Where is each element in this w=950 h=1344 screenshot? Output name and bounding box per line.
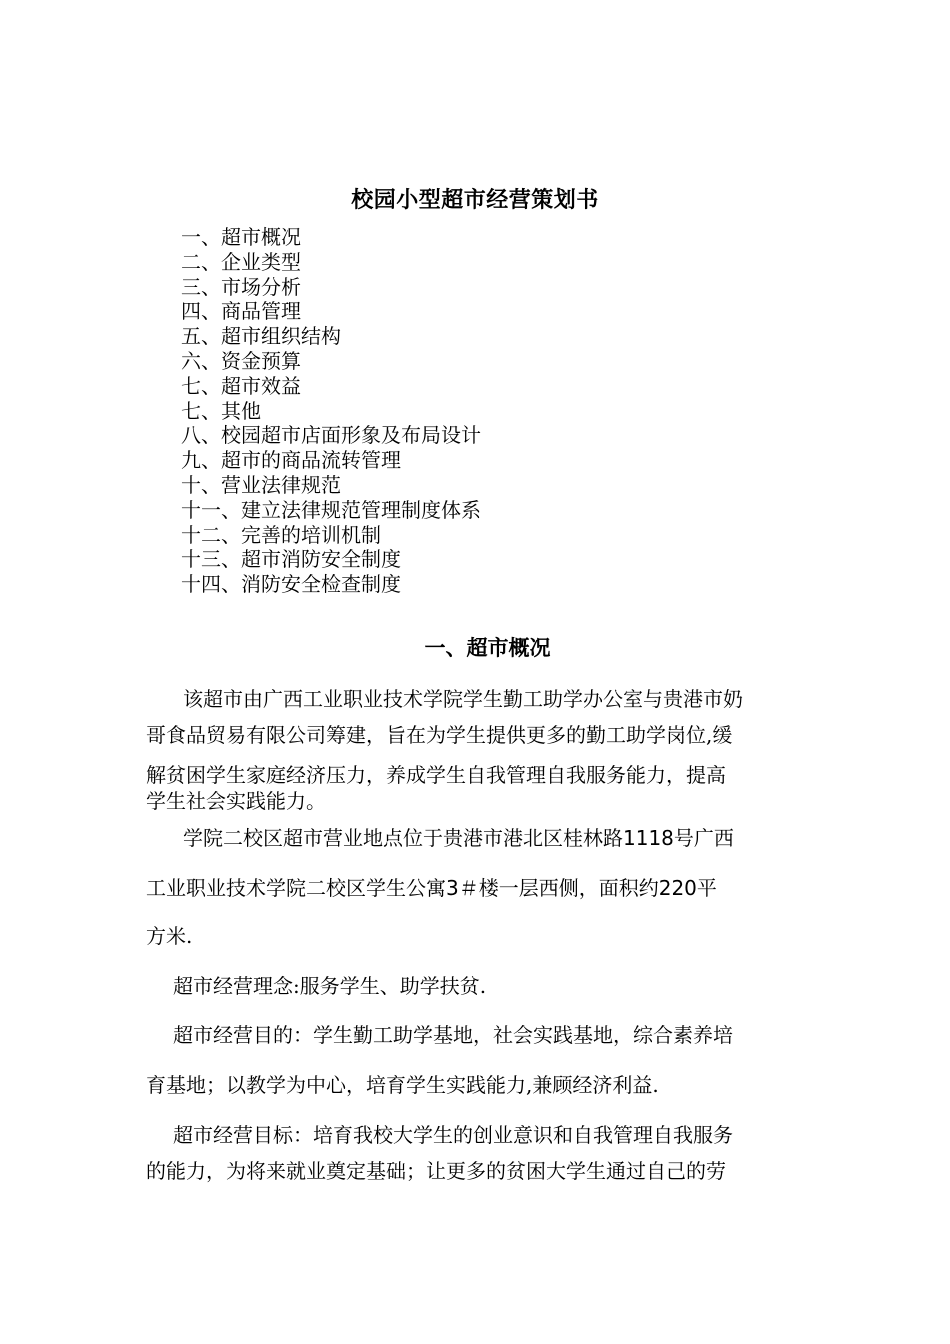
- toc-item: 七、超市效益: [181, 373, 301, 398]
- paragraph-line: [146, 872, 717, 901]
- text-run: 学院二校区超市营业地点位于贵港市港北区桂林路: [183, 826, 623, 850]
- toc-item: 十二、完善的培训机制: [181, 522, 381, 547]
- toc-item: 九、超市的商品流转管理: [181, 448, 401, 473]
- toc-item: 十、营业法律规范: [181, 472, 341, 497]
- text-number: 3: [446, 876, 459, 900]
- toc-item: 六、资金预算: [181, 348, 301, 373]
- toc-item: 十四、消防安全检查制度: [181, 572, 401, 597]
- document-title: 校园小型超市经营策划书: [351, 188, 599, 213]
- toc-item: 八、校园超市店面形象及布局设计: [181, 423, 481, 448]
- paragraph-line: 超市经营目标：培育我校大学生的创业意识和自我管理自我服务: [173, 1123, 733, 1147]
- paragraph-line: 的能力，为将来就业奠定基础；让更多的贫困大学生通过自己的劳: [146, 1159, 726, 1183]
- toc-item: 一、超市概况: [181, 225, 301, 249]
- text-run: 工业职业技术学院二校区学生公寓: [146, 876, 446, 900]
- text-number: 220: [658, 876, 697, 900]
- paragraph-line: 哥食品贸易有限公司筹建，旨在为学生提供更多的勤工助学岗位,缓: [146, 723, 733, 747]
- toc-item: 十三、超市消防安全制度: [181, 547, 401, 572]
- toc-item: 二、企业类型: [181, 249, 301, 274]
- text-run: 号广西: [673, 826, 734, 850]
- paragraph-line: 该超市由广西工业职业技术学院学生勤工助学办公室与贵港市奶: [183, 687, 743, 711]
- paragraph-line: 方米.: [146, 924, 193, 948]
- paragraph-line: 学生社会实践能力。: [146, 789, 326, 813]
- paragraph-line: 解贫困学生家庭经济压力，养成学生自我管理自我服务能力，提高: [146, 763, 726, 787]
- toc-item: 四、商品管理: [181, 299, 301, 324]
- paragraph-line: 超市经营理念:服务学生、助学扶贫.: [173, 974, 487, 998]
- text-number: 1118: [623, 826, 674, 850]
- text-run: 平: [696, 876, 717, 900]
- paragraph-line: 超市经营目的：学生勤工助学基地，社会实践基地，综合素养培: [173, 1023, 733, 1047]
- toc-item: 七、其他: [181, 398, 261, 423]
- toc-item: 五、超市组织结构: [181, 324, 341, 349]
- text-run: ＃楼一层西侧，面积约: [458, 876, 659, 900]
- section-heading: 一、超市概况: [424, 636, 551, 660]
- paragraph-line: 育基地；以教学为中心，培育学生实践能力,兼顾经济利益.: [146, 1073, 659, 1097]
- paragraph-line: [183, 822, 734, 851]
- toc-item: 三、市场分析: [181, 274, 301, 299]
- toc-item: 十一、建立法律规范管理制度体系: [181, 497, 481, 522]
- table-of-contents: [181, 225, 481, 597]
